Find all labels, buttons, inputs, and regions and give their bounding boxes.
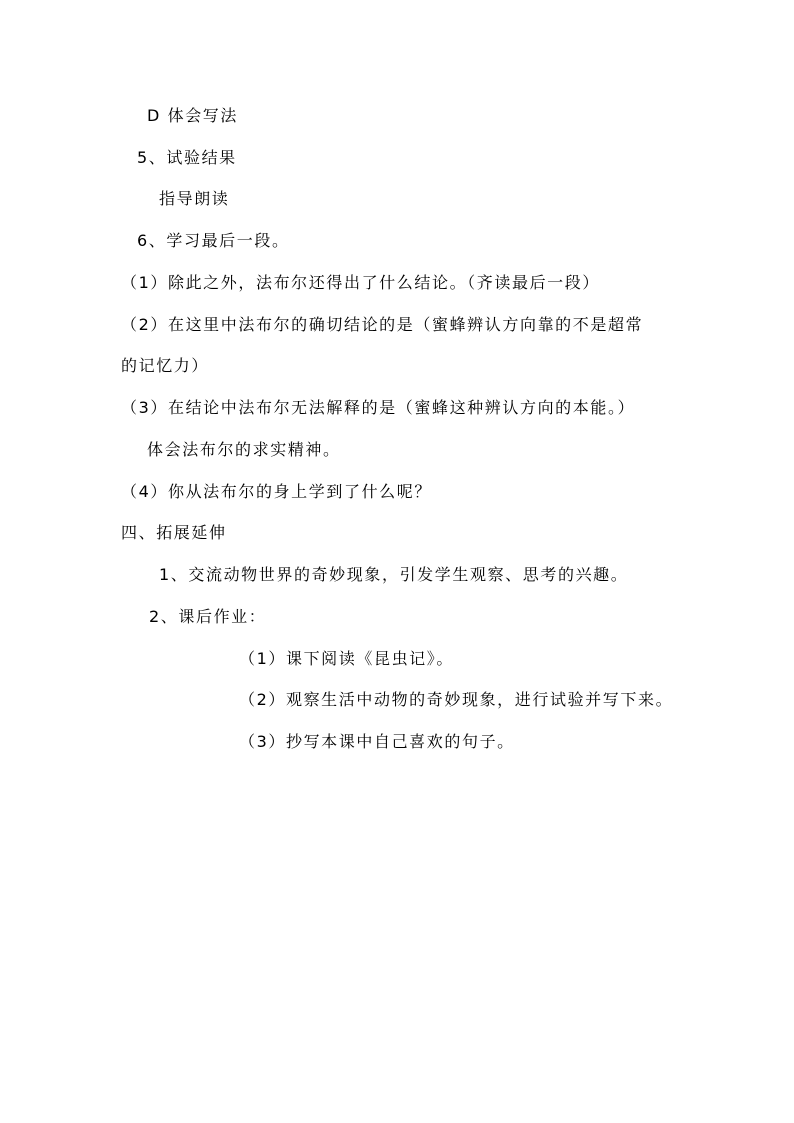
line-d-understand-writing: D 体会写法 <box>147 106 239 125</box>
line-6-last-paragraph: 6、学习最后一段。 <box>137 231 290 250</box>
line-homework-2: （2）观察生活中动物的奇妙现象，进行试验并写下来。 <box>239 690 674 709</box>
line-realistic-spirit: 体会法布尔的求实精神。 <box>147 440 341 459</box>
line-question-4: （4）你从法布尔的身上学到了什么呢？ <box>121 482 432 501</box>
line-question-3: （3）在结论中法布尔无法解释的是（蜜蜂这种辨认方向的本能。） <box>121 398 636 417</box>
section-heading-extension: 四、拓展延伸 <box>121 523 227 542</box>
line-homework-1: （1）课下阅读《昆虫记》。 <box>239 649 454 668</box>
line-extension-1: 1、交流动物世界的奇妙现象，引发学生观察、思考的兴趣。 <box>159 565 629 584</box>
line-question-2-continued: 的记忆力） <box>121 356 210 375</box>
line-homework-heading: 2、课后作业： <box>149 607 267 626</box>
line-question-2: （2）在这里中法布尔的确切结论的是（蜜蜂辨认方向靠的不是超常 <box>121 315 644 334</box>
line-5-experiment-result: 5、试验结果 <box>137 148 237 167</box>
line-homework-3: （3）抄写本课中自己喜欢的句子。 <box>239 732 515 751</box>
line-guided-reading: 指导朗读 <box>159 189 230 208</box>
line-question-1: （1）除此之外，法布尔还得出了什么结论。（齐读最后一段） <box>121 273 600 292</box>
